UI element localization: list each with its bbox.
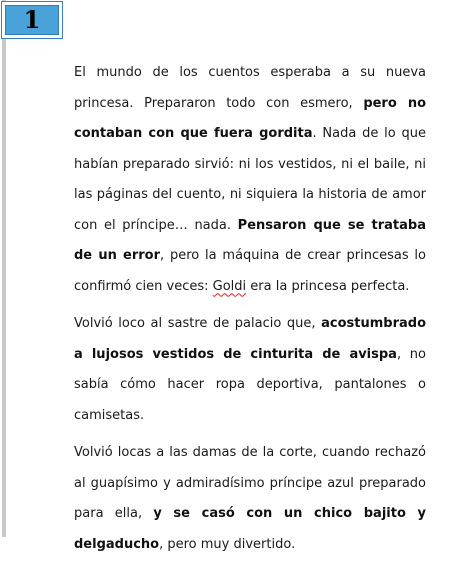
text-run: El mundo de los cuentos esperaba a su nueva princesa. Prepararon todo con esmero, [74,65,426,111]
text-run: . Nada de lo que habían preparado sirvió: ni los vestidos, ni el baile, ni las páginas del cuento, ni siquiera la historia de amor con el príncipe… nada. [74,126,426,233]
page-number-badge [1,1,63,39]
text-run: , pero muy divertido. [159,536,296,552]
paragraph-1 [74,58,426,302]
bold-text-run: y se casó con un chico bajito y delgaducho [74,506,426,552]
bold-text-run: pero no contaban con que fuera gordita [74,95,426,141]
text-run: Volvió loco al sastre de palacio que, [74,316,322,331]
paragraph-3 [74,438,426,560]
bold-text-run: acostumbrado a lujosos vestidos de cinturita de avispa [74,316,426,362]
text-run: Volvió locas a las damas de la corte, cuando rechazó al guapísimo y admiradísimo príncipe azul preparado para ella, [74,445,426,521]
paragraph-2 [74,309,426,431]
bold-text-run: Pensaron que se trataba de un error [74,217,426,263]
page-left-border [2,0,6,537]
text-run: , pero la máquina de crear princesas lo confirmó cien veces: [74,248,426,294]
page-number: 1 [23,5,41,34]
page-number-box [5,5,59,35]
misspelled-word: Goldi [212,278,247,294]
text-run: era la princesa perfecta. [246,278,410,294]
text-run: , no sabía cómo hacer ropa deportiva, pantalones o camisetas. [74,346,426,423]
story-text [74,58,426,567]
